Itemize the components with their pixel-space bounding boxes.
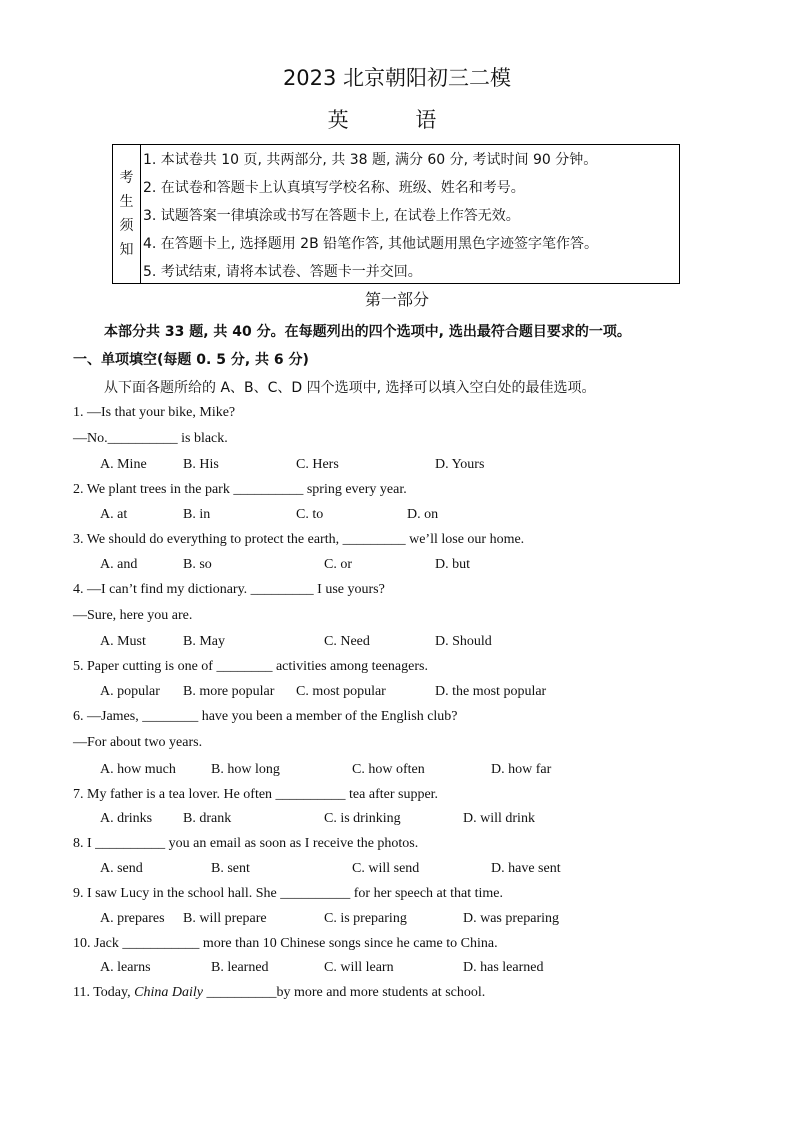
newspaper-title: China Daily: [134, 985, 203, 1000]
option-d: D. the most popular: [435, 684, 547, 699]
question-stem: 10. Jack ___________ more than 10 Chinese songs since he came to China.: [73, 936, 498, 951]
notice-item: 1. 本试卷共 10 页, 共两部分, 共 38 题, 满分 60 分, 考试时间 90 分钟。: [143, 152, 598, 168]
notice-item: 2. 在试卷和答题卡上认真填写学校名称、班级、姓名和考号。: [143, 180, 525, 196]
option-b: B. drank: [183, 811, 232, 826]
option-b: B. will prepare: [183, 911, 267, 926]
question-stem: 2. We plant trees in the park __________ spring every year.: [73, 482, 407, 497]
option-a: A. how much: [100, 762, 176, 777]
question-stem: 9. I saw Lucy in the school hall. She __________ for her speech at that time.: [73, 886, 504, 901]
question-stem: —No.__________ is black.: [73, 431, 228, 446]
question-stem: 8. I __________ you an email as soon as I receive the photos.: [73, 836, 419, 851]
question-stem: 7. My father is a tea lover. He often __________ tea after supper.: [73, 787, 439, 802]
option-a: A. and: [100, 557, 138, 572]
exam-notice-box: [112, 144, 680, 284]
option-b: B. His: [183, 457, 219, 472]
option-c: C. Hers: [296, 457, 339, 472]
option-a: A. send: [100, 861, 143, 876]
option-c: C. most popular: [296, 684, 386, 699]
notice-item: 4. 在答题卡上, 选择题用 2B 铅笔作答, 其他试题用黑色字迹签字笔作答。: [143, 236, 599, 252]
subject-title: 英 语: [327, 108, 467, 132]
option-a: A. prepares: [100, 911, 165, 926]
notice-item: 3. 试题答案一律填涂或书写在答题卡上, 在试卷上作答无效。: [143, 208, 520, 224]
option-a: A. at: [100, 507, 128, 522]
option-a: A. drinks: [100, 811, 153, 826]
option-c: C. is drinking: [324, 811, 401, 826]
option-d: D. has learned: [463, 960, 544, 975]
option-a: A. Must: [100, 634, 146, 649]
option-d: D. Should: [435, 634, 492, 649]
option-c: C. to: [296, 507, 324, 522]
option-c: C. will learn: [324, 960, 394, 975]
option-b: B. how long: [211, 762, 280, 777]
part-intro: 本部分共 33 题, 共 40 分。在每题列出的四个选项中, 选出最符合题目要求的一项。: [104, 324, 631, 340]
option-c: C. will send: [352, 861, 420, 876]
exam-title: 2023 北京朝阳初三二模: [282, 66, 512, 90]
option-d: D. Yours: [435, 457, 485, 472]
question-stem: 3. We should do everything to protect the earth, _________ we’ll lose our home.: [73, 532, 525, 547]
question-stem: 5. Paper cutting is one of ________ activities among teenagers.: [73, 659, 428, 674]
option-b: B. May: [183, 634, 225, 649]
question-stem: [73, 985, 485, 1001]
question-stem: 6. —James, ________ have you been a member of the English club?: [73, 709, 458, 724]
notice-label: [113, 145, 141, 283]
option-b: B. more popular: [183, 684, 275, 699]
option-d: D. will drink: [463, 811, 535, 826]
option-c: C. how often: [352, 762, 425, 777]
option-d: D. how far: [491, 762, 552, 777]
part-title: 第一部分: [364, 290, 429, 309]
notice-items: [141, 145, 679, 283]
option-a: A. Mine: [100, 457, 147, 472]
notice-item: 5. 考试结束, 请将本试卷、答题卡一并交回。: [143, 264, 422, 280]
option-d: D. but: [435, 557, 470, 572]
question-prefix: 11. Today,: [73, 985, 135, 1000]
option-c: C. Need: [324, 634, 370, 649]
option-d: D. have sent: [491, 861, 561, 876]
question-stem: —For about two years.: [73, 735, 203, 750]
notice-label-char: 考: [119, 170, 134, 186]
option-b: B. so: [183, 557, 212, 572]
option-d: D. on: [407, 507, 439, 522]
option-b: B. learned: [211, 960, 269, 975]
section-instruction: 从下面各题所给的 A、B、C、D 四个选项中, 选择可以填入空白处的最佳选项。: [104, 380, 596, 396]
question-suffix: __________by more and more students at school.: [202, 985, 486, 1000]
question-stem: 1. —Is that your bike, Mike?: [73, 405, 236, 420]
option-a: A. popular: [100, 684, 160, 699]
notice-label-char: 知: [119, 242, 134, 258]
option-c: C. or: [324, 557, 352, 572]
option-d: D. was preparing: [463, 911, 560, 926]
notice-label-char: 生: [119, 194, 134, 210]
option-c: C. is preparing: [324, 911, 407, 926]
option-b: B. in: [183, 507, 211, 522]
option-b: B. sent: [211, 861, 250, 876]
section-heading: 一、单项填空(每题 0. 5 分, 共 6 分): [73, 352, 309, 368]
notice-label-char: 须: [119, 218, 134, 234]
question-stem: —Sure, here you are.: [73, 608, 193, 623]
question-stem: 4. —I can’t find my dictionary. _________ I use yours?: [73, 582, 385, 597]
option-a: A. learns: [100, 960, 151, 975]
